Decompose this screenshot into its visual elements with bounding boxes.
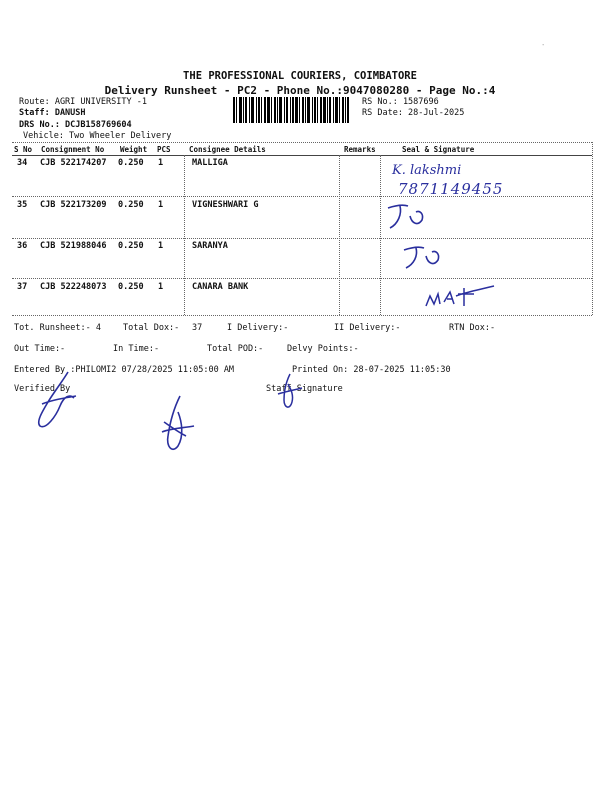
col-weight: Weight [120, 145, 148, 154]
total-pod: Total POD:- [207, 344, 264, 354]
signature-verified [156, 392, 200, 458]
row-35-consignee: VIGNESHWARI G [192, 200, 259, 210]
route-label: Route: AGRI UNIVERSITY -1 [19, 97, 147, 107]
verified-by: Verified By [14, 384, 71, 394]
row-36-pcs: 1 [158, 241, 164, 251]
handwritten-phone: 7871149455 [398, 180, 504, 198]
col-consignee: Consignee Details [189, 145, 266, 154]
row-37-weight: 0.250 [118, 282, 144, 292]
row-36-sno: 36 [17, 241, 28, 251]
col-pcs: PCS [157, 145, 171, 154]
row-34-weight: 0.250 [118, 158, 144, 168]
col-seal-signature: Seal & Signature [402, 145, 475, 154]
header-bottom-rule [12, 155, 592, 156]
runsheet-title: Delivery Runsheet - PC2 - Phone No.:9047080280 - Page No.:4 [104, 84, 496, 97]
row-35-consignment: CJB 522173209 [40, 200, 107, 210]
col-remarks: Remarks [344, 145, 376, 154]
barcode-image [233, 97, 355, 123]
row-35-sno: 35 [17, 200, 28, 210]
row-36-weight: 0.250 [118, 241, 144, 251]
row-36-consignee: SARANYA [192, 241, 228, 251]
printed-on: Printed On: 28-07-2025 11:05:30 [292, 365, 451, 375]
row-37-consignment: CJB 522248073 [40, 282, 107, 292]
col-divider-remarks [339, 155, 340, 315]
table-top-rule [12, 142, 592, 143]
total-runsheet: Tot. Runsheet:- 4 [14, 323, 101, 333]
page-mark: ˙ [541, 44, 546, 52]
signature-row-35 [380, 198, 440, 238]
staff-label: Staff: DANUSH [19, 108, 86, 118]
row-34-consignee: MALLIGA [192, 158, 228, 168]
in-time: In Time:- [113, 344, 160, 354]
signature-staff [272, 372, 308, 414]
total-dox-value: 37 [192, 323, 203, 333]
row-divider [12, 238, 592, 239]
rtn-dox: RTN Dox:- [449, 323, 496, 333]
row-divider [12, 278, 592, 279]
col-consignment: Consignment No [41, 145, 105, 154]
vehicle-label: Vehicle: Two Wheeler Delivery [23, 131, 172, 141]
row-37-pcs: 1 [158, 282, 164, 292]
handwritten-name: K. lakshmi [392, 163, 462, 178]
out-time: Out Time:- [14, 344, 66, 354]
ii-delivery: II Delivery:- [334, 323, 401, 333]
drs-number: DRS No.: DCJB158769604 [19, 120, 132, 130]
row-37-sno: 37 [17, 282, 28, 292]
delvy-points: Delvy Points:- [287, 344, 359, 354]
row-36-consignment: CJB 521988046 [40, 241, 107, 251]
row-34-pcs: 1 [158, 158, 164, 168]
rs-date: RS Date: 28-Jul-2025 [362, 108, 465, 118]
row-34-consignment: CJB 522174207 [40, 158, 107, 168]
entered-by: Entered By :PHILOMI2 07/28/2025 11:05:00 AM [14, 365, 235, 375]
row-35-weight: 0.250 [118, 200, 144, 210]
row-37-consignee: CANARA BANK [192, 282, 249, 292]
i-delivery: I Delivery:- [227, 323, 289, 333]
signature-row-37 [420, 282, 500, 316]
col-divider-right [592, 142, 593, 315]
row-34-sno: 34 [17, 158, 28, 168]
row-divider [12, 196, 592, 197]
row-35-pcs: 1 [158, 200, 164, 210]
company-title: THE PROFESSIONAL COURIERS, COIMBATORE [183, 70, 417, 82]
total-dox-label: Total Dox:- [123, 323, 180, 333]
signature-entered [28, 368, 88, 432]
col-divider-consignee [184, 155, 185, 315]
staff-signature: Staff Signature [266, 384, 343, 394]
rs-number: RS No.: 1587696 [362, 97, 439, 107]
signature-row-36 [398, 240, 458, 276]
table-bottom-rule [12, 315, 592, 316]
col-sno: S No [14, 145, 33, 154]
